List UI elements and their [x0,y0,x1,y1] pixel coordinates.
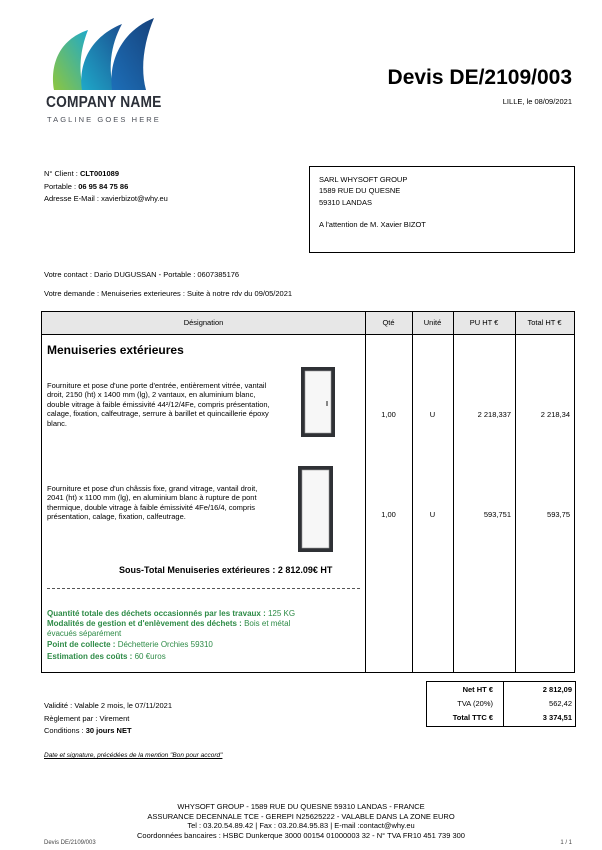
waste-quantity-value: 125 KG [267,609,296,618]
terms-value: 30 jours NET [85,726,132,735]
validity-row [44,700,172,713]
tva-value: 562,42 [549,699,572,708]
total-ttc-label: Total TTC € [452,713,493,722]
waste-mode-continued: évacués séparément [47,629,122,638]
item-qty: 1,00 [381,410,396,419]
client-number-label: N° Client : [44,169,78,178]
net-ht-value: 2 812,09 [542,685,572,694]
section-subtotal: Sous-Total Menuiseries extérieures : 2 812.09€ HT [119,565,333,575]
company-name: COMPANY NAME [46,94,162,111]
column-divider [515,312,516,672]
payment-value: Virement [99,713,130,723]
recipient-street: 1589 RUE DU QUESNE [319,186,401,196]
client-mobile-label: Portable : [44,181,77,191]
contact-line: Votre contact : Dario DUGUSSAN - Portable : 0607385176 [44,270,240,279]
item-unit: U [429,410,436,419]
item-total: 2 218,34 [540,410,570,419]
item-qty: 1,00 [381,510,396,519]
client-email-row [44,193,168,206]
net-ht-label: Net HT € [462,685,493,694]
payment-label: Règlement par : [44,713,98,723]
client-mobile-row [44,181,168,194]
client-email-label: Adresse E-Mail : [44,194,100,203]
dashed-divider [47,588,360,589]
header-unit: Unité [423,318,442,327]
footer-bank: Coordonnées bancaires : HSBC Dunkerque 3000 00154 01000003 32 - N° TVA FR10 451 739 300 [137,830,465,840]
header-unit-price: PU HT € [469,318,499,327]
client-number: CLT001089 [79,169,119,178]
totals-divider [503,682,504,726]
item-description: Fourniture et pose d'une porte d'entrée, entièrement vitrée, vantail droit, 2150 (ht) x 1400 mm (lg), 2 vantaux, en aluminium blanc, double vitrage à faible émissivité 44²/12/4Fe, compris présentation, calage, fixation, calfeutrage, serrure à barillet et quincaillerie époxy blanc. [47,381,270,428]
header-designation: Désignation [183,318,224,327]
footer-page-number: 1 / 1 [560,840,572,846]
item-total: 593,75 [547,510,570,519]
waste-quantity [47,609,295,619]
company-logo [46,16,162,128]
client-email: xavierbizot@why.eu [101,194,168,203]
footer-document-ref: Devis DE/2109/003 [44,840,96,846]
waste-collection-point [47,640,213,650]
item-unit-price: 593,751 [483,510,511,519]
waste-mode-label: Modalités de gestion et d'enlèvement des déchets : [47,619,242,628]
request-line: Votre demande : Menuiseries exterieures : Suite à notre rdv du 09/05/2021 [44,289,293,298]
document-date: LILLE, le 08/09/2021 [502,97,572,106]
footer-contact: Tel : 03.20.54.89.42 | Fax : 03.20.84.95.83 | E-mail :contact@why.eu [187,821,415,831]
footer-insurance: ASSURANCE DECENNALE TCE - GEREPI N25625222 - VALABLE DANS LA ZONE EURO [147,811,455,821]
column-divider [412,312,413,672]
table-header [42,312,574,335]
column-divider [453,312,454,672]
waste-mode [47,619,290,629]
item-unit: U [429,510,436,519]
tva-label: TVA (20%) [457,699,493,708]
fixed-window-icon [297,465,334,553]
client-mobile: 06 95 84 75 86 [78,181,129,191]
waste-cost-value: 60 €uros [134,652,166,661]
logo-mark-icon [48,16,156,92]
section-title: Menuiseries extérieures [47,343,184,357]
header-total: Total HT € [527,318,562,327]
recipient-name: SARL WHYSOFT GROUP [319,175,408,184]
item-unit-price: 2 218,337 [477,410,511,419]
waste-point-value: Déchetterie Orchies 59310 [117,640,213,649]
waste-point-label: Point de collecte : [47,640,116,649]
footer [0,802,602,840]
entry-door-icon [300,366,336,438]
footer-address: WHYSOFT GROUP - 1589 RUE DU QUESNE 59310 LANDAS - FRANCE [177,802,425,811]
header-qty: Qté [382,318,395,327]
validity-value: Valable 2 mois, le 07/11/2021 [74,701,173,710]
recipient-attention: A l'attention de M. Xavier BIZOT [319,219,426,229]
waste-cost [47,652,166,662]
payment-row [44,713,172,726]
company-tagline: TAGLINE GOES HERE [47,115,161,124]
waste-cost-label: Estimation des coûts : [47,652,133,661]
totals-box [426,681,576,727]
terms-label: Conditions : [44,726,84,735]
recipient-address-box [309,166,575,253]
payment-conditions [44,700,172,738]
client-info [44,168,168,206]
item-description: Fourniture et pose d'un châssis fixe, grand vitrage, vantail droit, 2041 (ht) x 1100 mm (lg), en aluminium blanc à rupture de pont thermique, double vitrage à faible émissivité 4Fe/16/4, compris présentation, calage, fixation, calfeutrage. [47,484,258,522]
quote-table [41,311,575,673]
document-title: Devis DE/2109/003 [387,66,572,89]
terms-row [44,725,172,738]
validity-label: Validité : [44,701,73,710]
recipient-city: 59310 LANDAS [319,197,372,207]
total-ttc-value: 3 374,51 [542,713,572,722]
client-number-row [44,168,168,181]
signature-note: Date et signature, précédées de la mention "Bon pour accord" [44,752,223,759]
waste-quantity-label: Quantité totale des déchets occasionnés par les travaux : [47,609,266,618]
waste-mode-value: Bois et métal [244,619,291,628]
column-divider [365,312,366,672]
